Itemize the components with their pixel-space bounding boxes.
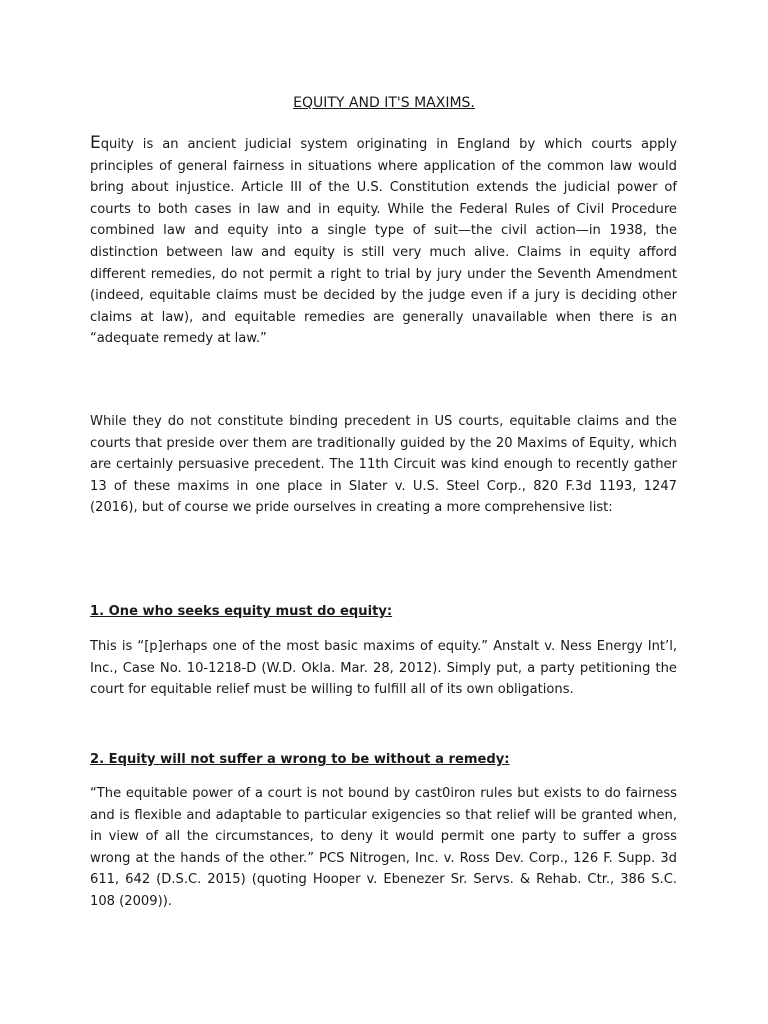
section-body-2: “The equitable power of a court is not bound by cast0iron rules but exists to do fairness and is flexible and adaptable to particular exigencies so that relief will be granted when, in view of all the circumstances, to deny it would permit one party to suffer a gross wrong at the hands of the other.” PCS Nitrogen, Inc. v. Ross Dev. Corp., 126 F. Supp. 3d 611, 642 (D.S.C. 2015) (quoting Hooper v. Ebenezer Sr. Servs. & Rehab. Ctr., 386 S.C. 108 (2009)).	[90, 786, 677, 909]
maxims-intro-paragraph: While they do not constitute binding precedent in US courts, equitable claims and the courts that preside over them are traditionally guided by the 20 Maxims of Equity, which are certainly persuasive precedent. The 11th Circuit was kind enough to recently gather 13 of these maxims in one place in Slater v. U.S. Steel Corp., 820 F.3d 1193, 1247 (2016), but of course we pride ourselves in creating a more comprehensive list:	[90, 414, 677, 516]
intro-paragraph-text: quity is an ancient judicial system originating in England by which courts apply principles of general fairness in situations where application of the common law would bring about injustice. Article III of the U.S. Constitution extends the judicial power of courts to both cases in law and in equity. While the Federal Rules of Civil Procedure combined law and equity into a single type of suit—the civil action—in 1938, the distinction between law and equity is still very much alive. Claims in equity afford different remedies, do not permit a right to trial by jury under the Seventh Amendment (indeed, equitable claims must be decided by the judge even if a jury is deciding other claims at law), and equitable remedies are generally unavailable when there is an “adequate remedy at law.”	[90, 137, 677, 347]
section-body-1: This is “[p]erhaps one of the most basic maxims of equity.” Anstalt v. Ness Energy Int’l, Inc., Case No. 10-1218-D (W.D. Okla. Mar. 28, 2012). Simply put, a party petitioning the court for equitable relief must be willing to fulfill all of its own obligations.	[90, 639, 677, 698]
document-title: EQUITY AND IT'S MAXIMS.	[293, 95, 475, 111]
section-heading-1: 1. One who seeks equity must do equity:	[90, 604, 393, 619]
intro-paragraph	[90, 133, 677, 350]
section-heading-2: 2. Equity will not suffer a wrong to be without a remedy:	[90, 752, 510, 767]
intro-drop-cap: E	[90, 133, 101, 153]
